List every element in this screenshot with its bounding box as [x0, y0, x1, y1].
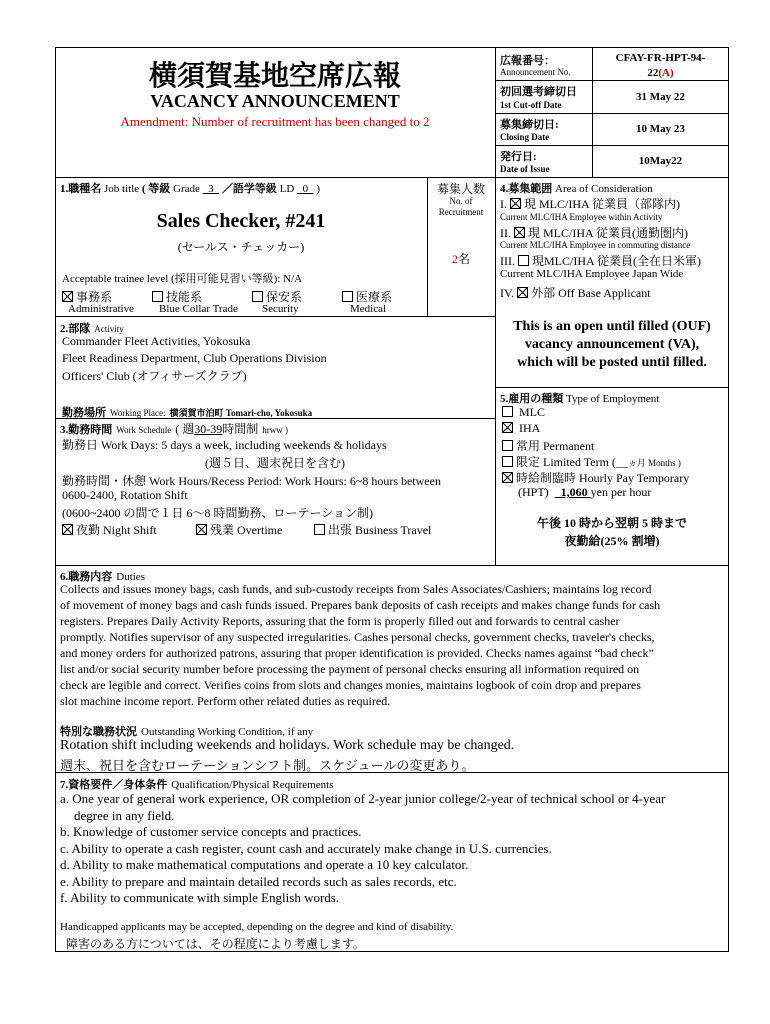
overtime: 残業 Overtime — [196, 521, 282, 538]
job-category-security-en: Security — [262, 303, 299, 315]
qual-item: b. Knowledge of customer service concepts and practices. — [60, 824, 362, 839]
night-allowance: 午後 10 時から翌朝 5 時まで 夜勤給(25% 割増) — [536, 516, 687, 548]
work-hours-jp: (0600~2400 の間で１日 6～8 時間勤務、ローテーション制) — [62, 506, 374, 520]
duties-line: slot machine income report. Perform other related duties as required. — [60, 694, 391, 708]
work-days: 勤務日 Work Days: 5 days a week, including weekends & holidays — [62, 438, 387, 452]
duties-line: and money orders for authorized patrons, assuring that proper identification is provided. Checks names against “bad check” — [60, 646, 654, 660]
ann-no-label: 広報番号： — [500, 55, 555, 67]
checkbox-icon — [502, 456, 513, 467]
area-item-1: I. 現 MLC/IHA 従業員（部隊内) — [500, 197, 681, 211]
emp-hourly: 時給制臨時 Hourly Pay Temporary — [502, 469, 689, 486]
issue-label: 発行日: — [500, 151, 537, 163]
ann-no-label-en: Announcement No. — [500, 67, 571, 77]
issue-value: 10May22 — [638, 155, 683, 167]
qual-item: d. Ability to make mathematical computations and operate a 10 key calculator. — [60, 857, 469, 872]
checkbox-icon — [510, 198, 521, 209]
header-divider — [495, 47, 496, 177]
recruit-label-en-b: Recruitment — [438, 207, 484, 217]
amendment-note: Amendment: Number of recruitment has been changed to 2 — [120, 114, 430, 129]
job-title-row: 1.職種名 Job title ( 等級 Grade 3 ／語学等級 LD 0 ) — [60, 183, 321, 195]
checkbox-icon — [502, 422, 513, 433]
recruit-label-en-a: No. of — [449, 196, 473, 206]
job-category-medical-en: Medical — [350, 303, 387, 315]
qual-item: a. One year of general work experience, OR completion of 2-year junior college/2-year of technical school or 4-year — [60, 791, 666, 806]
employment-label: 5.雇用の種類 Type of Employment — [500, 393, 660, 405]
work-days-jp: (週５日、週末祝日を含む) — [205, 456, 345, 470]
checkbox-icon — [502, 440, 513, 451]
area-item-2: II. 現 MLC/IHA 従業員(通勤圏内) — [500, 226, 688, 240]
job-category-admin-en: Administrative — [68, 303, 134, 315]
recruit-count: 2名 — [451, 252, 470, 266]
trainee-level: Acceptable trainee level (採用可能見習い等級): N/A — [62, 273, 303, 285]
handicap-en: Handicapped applicants may be accepted, depending on the degree and kind of disability. — [60, 921, 454, 933]
sec5-bottom — [55, 565, 729, 566]
job-category-blue-collar: 技能系 — [152, 288, 202, 305]
checkbox-icon — [517, 287, 528, 298]
area-item-1-en: Current MLC/IHA Employee within Activity — [500, 212, 663, 222]
checkbox-icon — [314, 524, 325, 535]
header-row-line — [495, 145, 729, 146]
duties-line: of movement of money bags and cash funds issued. Prepares bank deposits of cash receipts and makes change funds for cash — [60, 598, 661, 612]
job-category-admin: 事務系 — [62, 288, 112, 305]
job-name-jp: (セールス・チェッカー) — [177, 240, 305, 254]
handicap-jp: 障害のある方については、その程度により考慮します。 — [66, 937, 365, 951]
ouf-notice: This is an open until filled (OUF) vacancy announcement (VA), which will be posted until filled. — [513, 319, 711, 370]
first-cutoff-label-en: 1st Cut-off Date — [500, 100, 562, 110]
condition-line-2: 週末、祝日を含むローテーションシフト制。スケジュールの変更あり。 — [60, 758, 475, 773]
recruit-label-jp: 募集人数 — [436, 182, 485, 196]
title-en: VACANCY ANNOUNCEMENT — [150, 91, 400, 111]
ann-no-value: CFAY-FR-HPT-94- 22(A) — [615, 52, 706, 79]
header-row-line — [495, 113, 729, 114]
working-place: 勤務場所 Working Place: 横須賀市泊町 Tomari-cho, Yokosuka — [62, 407, 313, 419]
checkbox-icon — [502, 472, 513, 483]
area-item-4: IV. 外部 Off Base Applicant — [500, 286, 651, 300]
dept-line-2: Fleet Readiness Department, Club Operations Division — [62, 351, 327, 365]
checkbox-icon — [62, 524, 73, 535]
closing-value: 10 May 23 — [636, 123, 685, 135]
emp-limited: 限定 Limited Term (__ヵ月 Months ) — [502, 453, 681, 470]
job-category-security: 保安系 — [252, 288, 302, 305]
emp-permanent: 常用 Permanent — [502, 437, 594, 454]
sec1-bottom — [55, 316, 495, 317]
schedule-label: 3.勤務時間 Work Schedule ( 週30-39時間制 hrww ) — [60, 422, 289, 436]
emp-hpt-rate: (HPT) 1,060 yen per hour — [518, 485, 652, 499]
qual-label: 7.資格要件／身体条件 Qualification/Physical Requirements — [60, 779, 334, 791]
first-cutoff-value: 31 May 22 — [636, 91, 685, 103]
area-item-2-en: Current MLC/IHA Employee in commuting distance — [500, 240, 691, 250]
header-bottom-line — [55, 177, 729, 178]
dept-line-3: Officers' Club (オフィサーズクラブ) — [62, 369, 247, 383]
checkbox-icon — [62, 291, 73, 302]
checkbox-icon — [152, 291, 163, 302]
job-category-blue-collar-en: Blue Collar Trade — [159, 303, 238, 315]
checkbox-icon — [252, 291, 263, 302]
checkbox-icon — [518, 255, 529, 266]
duties-line: promptly. Notifies supervisor of any suspected irregularities. Cashes personal checks, government checks, traveler's checks, — [60, 630, 655, 644]
duties-line: registers. Prepares Daily Activity Reports, assuring that the form is properly filled out and forwards to central casher — [60, 614, 620, 628]
dept-label: 2.部隊 Activity — [60, 323, 124, 335]
qual-list — [60, 791, 726, 907]
area-label: 4.募集範囲 Area of Consideration — [500, 183, 653, 195]
closing-label-en: Closing Date — [500, 132, 550, 142]
duties-text — [60, 581, 726, 709]
work-hours-1: 勤務時間・休憩 Work Hours/Recess Period: Work Hours: 6~8 hours between — [62, 474, 441, 488]
qual-item: f. Ability to communicate with simple English words. — [60, 890, 340, 905]
closing-label: 募集締切日: — [500, 119, 559, 131]
qual-item: degree in any field. — [74, 807, 175, 823]
qual-item: c. Ability to operate a cash register, count cash and accurately make change in U.S. currencies. — [60, 840, 552, 856]
area-item-3: III. 現MLC/IHA 従業員(全在日米軍) — [500, 254, 701, 268]
duties-line: list and/or social security number before processing the payment of personal checks ensuring all information required on — [60, 662, 640, 676]
job-category-medical: 医療系 — [342, 288, 392, 305]
checkbox-icon — [502, 406, 513, 417]
duties-line: check are legible and correct. Verifies coins from slots and changes monies, maintains logbook of coin drop and prepares — [60, 678, 641, 692]
emp-mlc: MLC — [502, 405, 545, 420]
condition-label: 特別な職務状況 Outstanding Working Condition, if any — [60, 726, 314, 738]
duties-label: 6.職務内容 Duties — [60, 571, 145, 583]
first-cutoff-label: 初回選考締切日 — [500, 86, 577, 98]
checkbox-icon — [342, 291, 353, 302]
area-item-3-en: Current MLC/IHA Employee Japan Wide — [500, 268, 684, 280]
issue-label-en: Date of Issue — [500, 164, 550, 174]
dept-line-1: Commander Fleet Activities, Yokosuka — [62, 334, 251, 348]
condition-line-1: Rotation shift including weekends and holidays. Work schedule may be changed. — [60, 738, 515, 753]
checkbox-icon — [196, 524, 207, 535]
duties-line: Collects and issues money bags, cash funds, and sub-custody receipts from Sales Associates/Cashiers; maintains log record — [60, 582, 652, 596]
area-bottom — [495, 387, 729, 388]
emp-iha: IHA — [502, 421, 540, 436]
night-shift: 夜勤 Night Shift — [62, 521, 157, 538]
job-name-en: Sales Checker, #241 — [156, 210, 326, 232]
title-jp: 横須賀基地空席広報 — [148, 61, 401, 92]
business-travel: 出張 Business Travel — [314, 521, 431, 538]
qual-item: e. Ability to prepare and maintain detailed records such as sales records, etc. — [60, 873, 457, 889]
work-hours-2: 0600-2400, Rotation Shift — [62, 488, 188, 502]
checkbox-icon — [514, 227, 525, 238]
